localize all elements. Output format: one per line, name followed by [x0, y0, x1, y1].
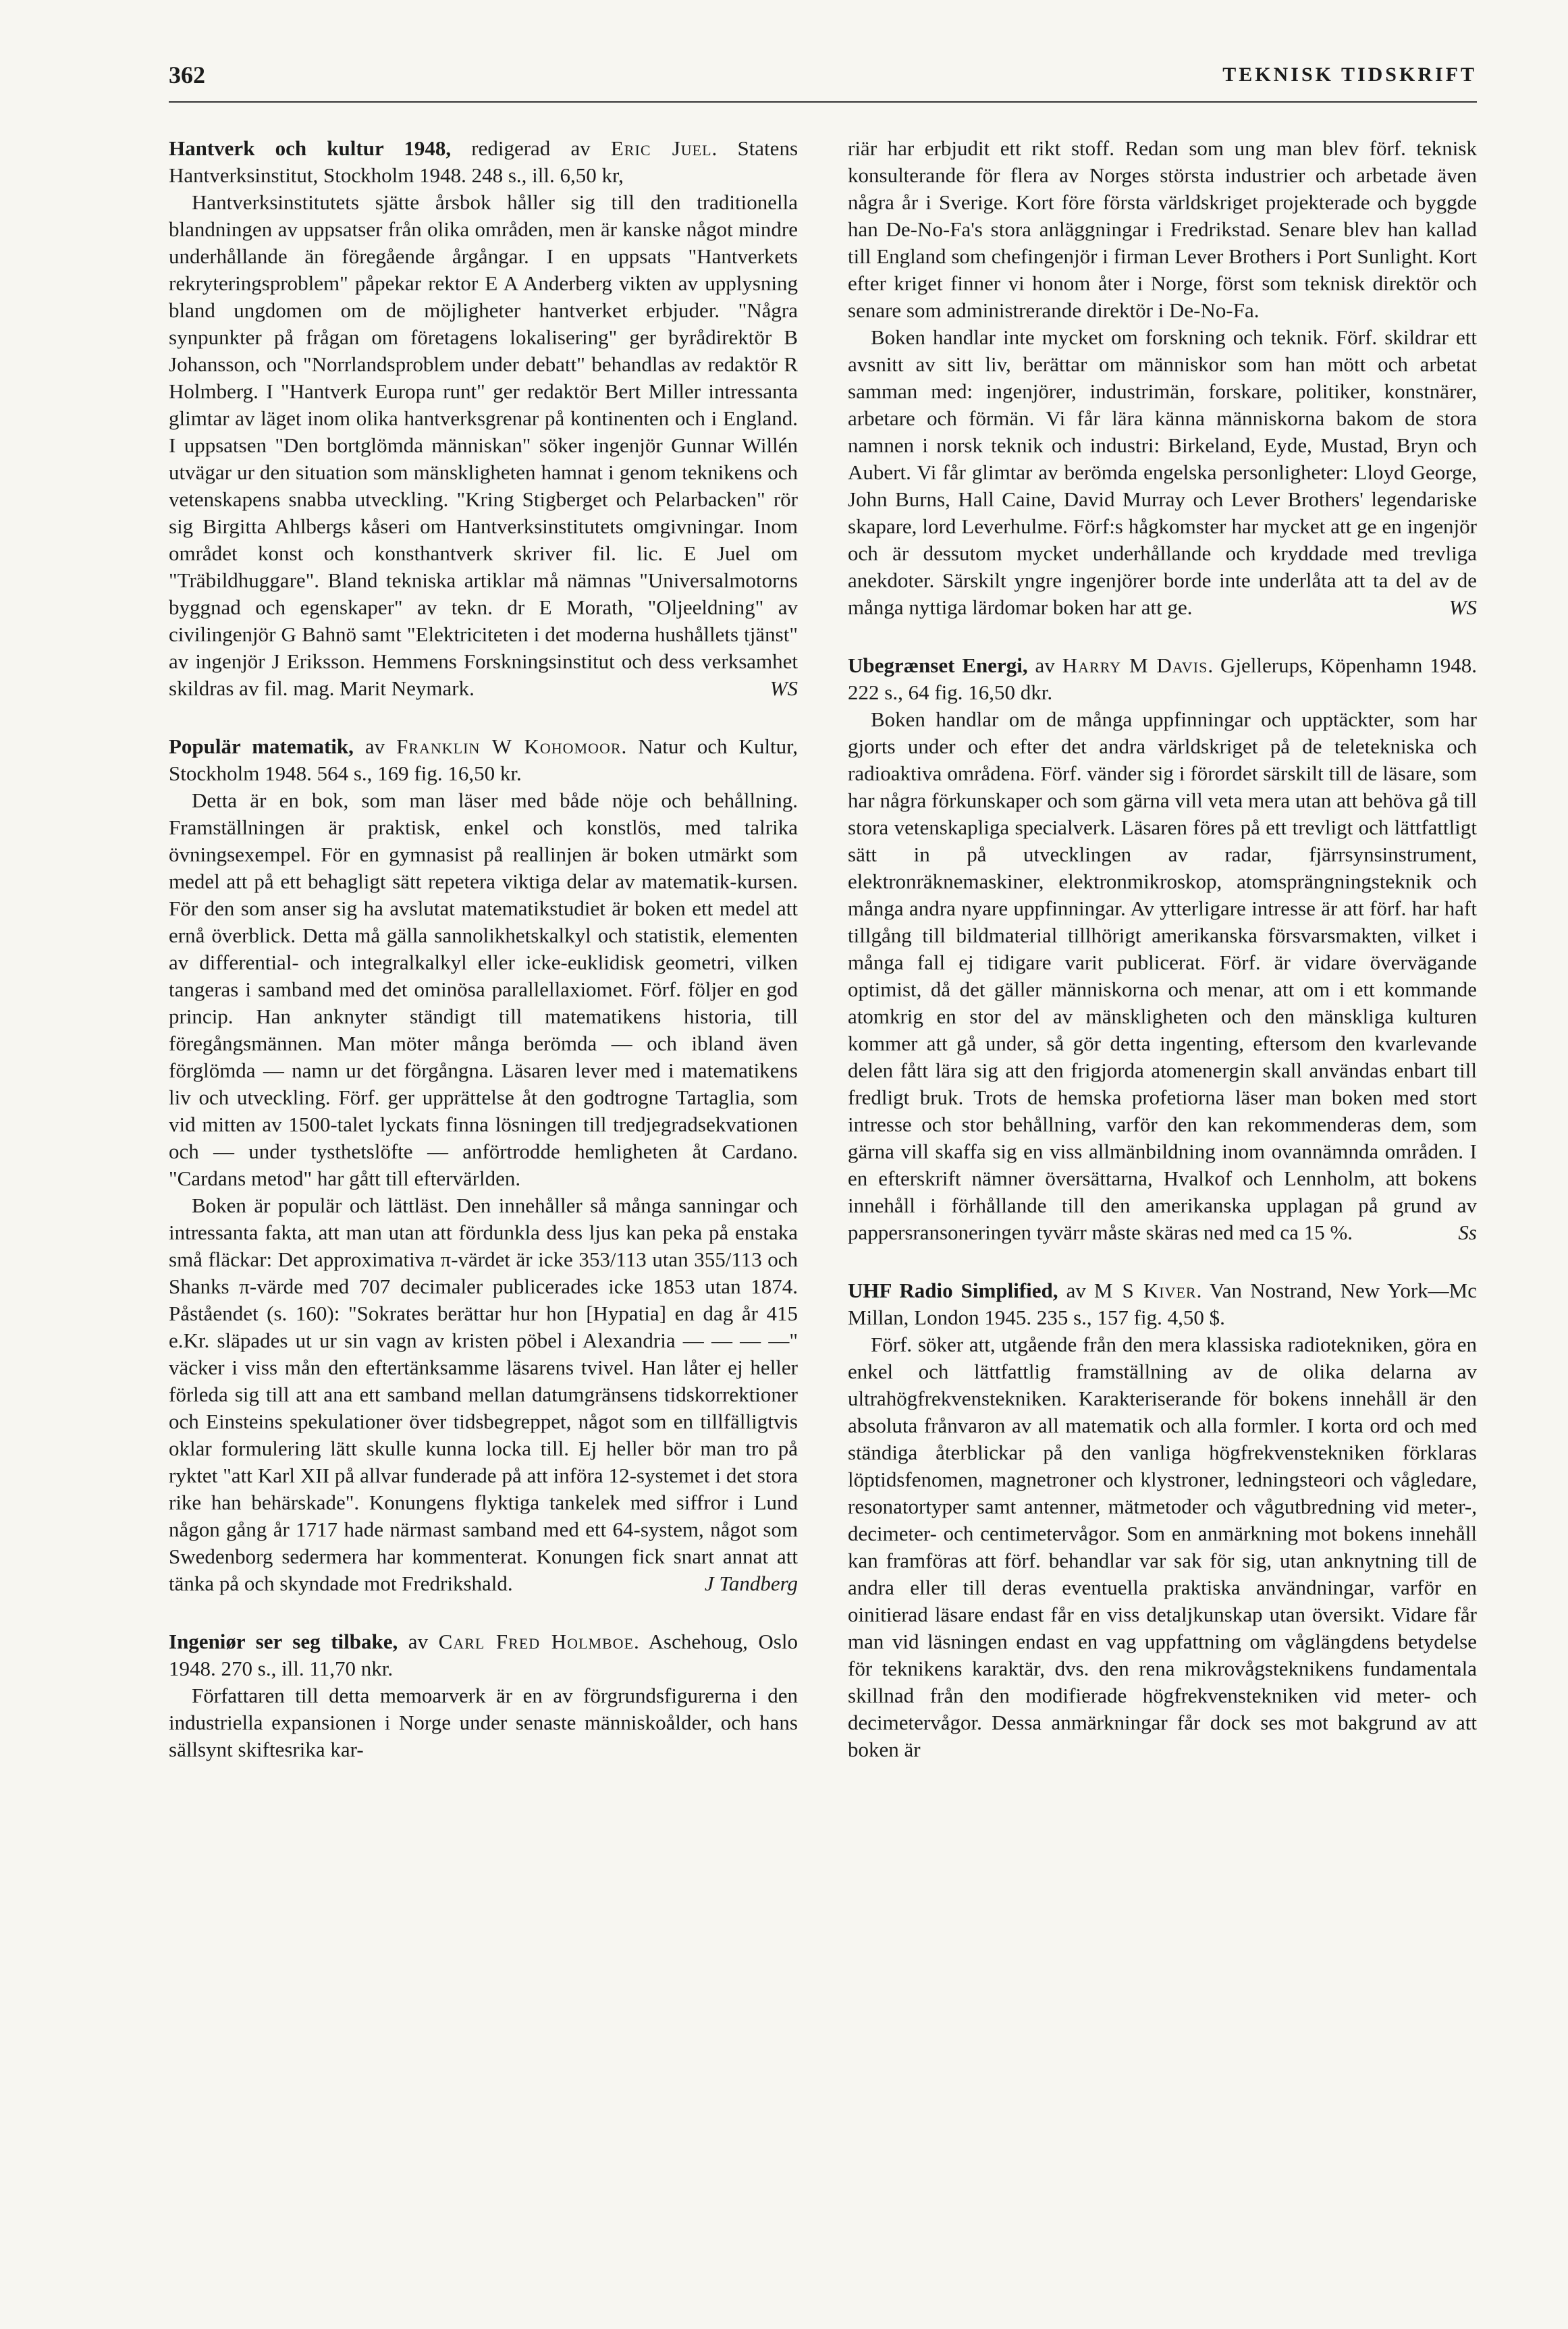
review-continuation — [848, 135, 1477, 621]
book-title: Ubegrænset Energi, — [848, 653, 1028, 677]
review-text: Boken handlar inte mycket om forskning och teknik. Förf. skildrar ett avsnitt av sitt liv, berättar om människor som han mött och arbetat samman med: ingenjörer, industrimän, forskare, politiker, konstnärer, arbetare och förmän. Vi får lära känna människorna bakom de stora namnen i norsk teknik och industri: Birkeland, Eyde, Mustad, Bryn och Aubert. Vi får glimtar av berömda engelska personligheter: Lloyd George, John Burns, Hall Caine, David Murray och Lever Brothers' legendariske skapare, lord Leverhulme. Förf:s hågkomster har mycket att ge en ingenjör och är dessutom mycket underhållande och kryddade med trevliga anekdoter. Särskilt yngre ingenjörer borde inte underlåta att ta del av de många nyttiga lärdomar boken har att ge. — [848, 325, 1477, 619]
review-paragraph — [169, 189, 798, 702]
review-preposition: av — [1027, 653, 1062, 677]
left-column — [169, 135, 798, 1794]
reviewer-signature: WS — [769, 676, 798, 700]
review-paragraph — [169, 1192, 798, 1597]
reviewer-signature: J Tandberg — [704, 1572, 798, 1595]
book-author: Carl Fred Holmboe — [438, 1630, 634, 1653]
book-title: Populär matematik, — [169, 734, 354, 758]
publication-info: . Aschehoug, Oslo 1948. 270 s., ill. 11,70 nkr. — [169, 1630, 798, 1680]
review-text: Boken handlar om de många uppfinningar och upptäckter, som har gjorts under och efter det andra världskriget på de teletekniska och radioaktiva områdena. Förf. vänder sig i förordet särskilt till de läsare, som har några förkunskaper och som gärna vill veta mera utan att behöva gå till stora vetenskapliga specialverk. Läsaren föres på ett trevligt och lättfattligt sätt in på utvecklingen av radar, fjärrsynsinstrument, elektronräknemaskiner, elektronmikroskop, atomsprängningsteknik och många andra nyare uppfinningar. Av ytterligare intresse är att förf. har haft tillgång till bildmaterial tillhörigt amerikanska försvarsmakten, vilket i många fall ej tidigare varit publicerat. Förf. är vidare övervägande optimist, då det gäller människorna och menar, att om i ett kommande atomkrig en stor del av mänskligheten och den mänskliga kulturen kommer att gå under, så gör detta ingenting, eftersom den kvarlevande delen fått lära sig att den frigjorda atomenergin skall användas enbart till fredligt bruk. Trots de hemska profetiorna läser man boken med stort intresse och stor behållning, varför den kan rekommenderas dem, som gärna vill skaffa sig en viss allmänbildning inom ovannämnda områden. I en efterskrift nämner översättarna, Hvalkof och Lennholm, att bokens innehåll i förhållande till den amerikanska upplagan på grund av pappersransoneringen tyvärr måste skäras ned med ca 15 %. — [848, 707, 1477, 1244]
review-preposition: av — [1058, 1279, 1094, 1302]
review-hantverk-och-kultur — [169, 135, 798, 702]
publication-info: . Natur och Kultur, Stockholm 1948. 564 s., 169 fig. 16,50 kr. — [169, 734, 798, 785]
review-paragraph — [848, 706, 1477, 1246]
review-ingenior-ser-seg-tilbake — [169, 1628, 798, 1763]
book-title: Ingeniør ser seg tilbake, — [169, 1630, 398, 1653]
review-preposition: redigerad av — [451, 136, 611, 160]
publication-info: . Gjellerups, Köpenhamn 1948. 222 s., 64 fig. 16,50 dkr. — [848, 653, 1477, 704]
page-number: 362 — [169, 61, 205, 88]
review-heading — [848, 1277, 1477, 1331]
book-author: Harry M Davis — [1062, 653, 1208, 677]
review-paragraph: Författaren till detta memoarverk är en av förgrundsfigurerna i den industriella expansionen i Norge under senaste människoålder, och hans sällsynt skiftesrika kar- — [169, 1684, 798, 1761]
book-author: Franklin W Kohomoor — [396, 734, 622, 758]
review-text: Boken är populär och lättläst. Den innehåller så många sanningar och intressanta fakta, att man utan att fördunkla dess ljus kan peka på enstaka små fläckar: Det approximativa π-värdet är icke 353/113 utan 355/113 och Shanks π-värde med 707 decimaler publicerades icke 1853 utan 1874. Påståendet (s. 160): "Sokrates berättar hur hon [Hypatia] en dag år 415 e.Kr. släpades ut ur sin vagn av kristen pöbel i Alexandria — — — —" väcker i viss mån den eftertänksamme läsarens tvivel. Han låter ej heller förleda sig till att ana ett samband mellan datumgränsens tidskorrektioner och Einsteins spekulationer över tidsbegreppet, något som en tillfälligtvis oklar formulering lätt skulle kunna locka till. Ej heller bör man tro på ryktet "att Karl XII på allvar funderade på att införa 12-systemet i det stora rike han behärskade". Konungens flyktiga tankelek med siffror i Lund någon gång år 1717 hade närmast samband med ett 64-system, något som Swedenborg sedermera har kommenterat. Konungen fick snart annat att tänka på och skyndade mot Fredrikshald. — [169, 1194, 798, 1595]
review-heading — [169, 135, 798, 189]
publication-info: . Statens Hantverksinstitut, Stockholm 1948. 248 s., ill. 6,50 kr, — [169, 136, 799, 187]
review-text: Hantverksinstitutets sjätte årsbok håller sig till den traditionella blandningen av uppsatser från olika områden, men är kanske något mindre underhållande än föregående årgångar. I en uppsats "Hantverkets rekryteringsproblem" påpekar rektor E A Anderberg vikten av upplysning bland ungdomen om de möjligheter hantverket erbjuder. "Några synpunkter på frågan om företagens lokalisering" ger byrådirektör B Johansson, och "Norrlandsproblem under debatt" behandlas av redaktör R Holmberg. I "Hantverk Europa runt" ger redaktör Bert Miller intressanta glimtar av läget inom olika hantverksgrenar på kontinenten och i England. I uppsatsen "Den bortglömda människan" söker ingenjör Gunnar Willén utvägar ur den situation som mänskligheten hamnat i genom teknikens och vetenskapens snabba utveckling. "Kring Stigberget och Pelarbacken" rör sig Birgitta Ahlbergs kåseri om Hantverksinstitutets omgivningar. Inom området konst och konsthantverk skriver fil. lic. E Juel om "Träbildhuggare". Bland tekniska artiklar må nämnas "Universalmotorns byggnad och egenskaper" av tekn. dr E Morath, "Oljeeldning" av civilingenjör G Bahnö samt "Elektriciteten i det moderna hushållets tjänst" av ingenjör J Eriksson. Hemmens Forskningsinstitut och dess verksamhet skildras av fil. mag. Marit Neymark. — [169, 190, 798, 700]
right-column — [848, 135, 1477, 1794]
review-preposition: av — [398, 1630, 439, 1653]
review-heading — [848, 652, 1477, 706]
book-author: Eric Juel — [610, 136, 712, 160]
review-popular-matematik — [169, 733, 798, 1597]
continuation-text: riär har erbjudit ett rikt stoff. Redan som ung man blev förf. teknisk konsulterande för flera av Norges största industrier och arbetade även några år i Sverige. Kort före första världskriget projekterade och byggde han De-No-Fa's stora anläggningar i Fredrikstad. Senare blev han kallad till England som chefingenjör i firman Lever Brothers i Port Sunlight. Kort efter kriget finner vi honom åter i Norge, först som teknisk direktör och senare som administrerande direktör i De-No-Fa. — [848, 136, 1477, 322]
review-uhf-radio-simplified — [848, 1277, 1477, 1763]
journal-title: TEKNISK TIDSKRIFT — [1222, 63, 1477, 86]
review-heading — [169, 733, 798, 787]
reviewer-signature: Ss — [1458, 1221, 1477, 1244]
book-author: M S Kiver — [1093, 1279, 1197, 1302]
review-paragraph: Förf. söker att, utgående från den mera klassiska radiotekniken, göra en enkel och lättfattlig framställning av de olika delarna av ultrahögfrekvenstekniken. Karakteriserande för bokens innehåll är den absoluta frånvaron av all matematik och alla formler. I korta ord och med ständiga återblickar på den vanliga högfrekvenstekniken förklaras löptidsfenomen, magnetroner och klystroner, ledningsteori och vågledare, resonatortyper samt antenner, mätmetoder och vågutbredning vid meter-, decimeter- och centimetervågor. Som en anmärkning mot bokens innehåll kan framföras att förf. behandlar var sak för sig, utan anknytning till de andra eller till deras eventuella praktiska användningar, varför en oinitierad läsare endast får en viss detaljkunskap utan översikt. Vidare får man vid läsningen endast en vag uppfattning om våglängdens betydelse för teknikens karaktär, dvs. den rena mikrovågsteknikens fundamentala skillnad från den modifierade högfrekvenstekniken vid meter- och decimetervågor. Dessa anmärkningar får dock ses mot bakgrund av att boken är — [848, 1333, 1477, 1761]
reviewer-signature: WS — [1449, 595, 1477, 619]
header-rule — [169, 101, 1477, 103]
publication-info: . Van Nostrand, New York—Mc Millan, London 1945. 235 s., 157 fig. 4,50 $. — [848, 1279, 1477, 1329]
book-title: Hantverk och kultur 1948, — [169, 136, 452, 160]
review-heading — [169, 1628, 798, 1682]
review-preposition: av — [353, 734, 397, 758]
review-paragraph — [848, 324, 1477, 621]
review-ubegraenset-energi — [848, 652, 1477, 1246]
review-paragraph: Detta är en bok, som man läser med både nöje och behållning. Framställningen är praktisk, enkel och konstlös, med talrika övningsexempel. För en gymnasist på reallinjen är boken utmärkt som medel att på ett behagligt sätt repetera viktiga delar av matematik-kursen. För den som anser sig ha avslutat matematikstudiet är boken ett medel att ernå överblick. Detta må gälla sannolikhetskalkyl och statistik, elementen av differential- och integralkalkyl eller icke-euklidisk geometri, vilken tangeras i samband med det ominösa parallellaxiomet. Förf. följer en god princip. Han anknyter ständigt till matematikens historia, till föregångsmännen. Man möter många berömda — och ibland även förglömda — namn ur det förgångna. Läsaren lever med i matematikens liv och utveckling. Förf. ger upprättelse åt den godtrogne Tartaglia, som vid mitten av 1500-talet lyckats finna lösningen till tredjegradsekvationen och — under tysthetslöfte — anförtrodde hemligheten åt Cardano. "Cardans metod" har gått till eftervärlden. — [169, 788, 798, 1190]
book-title: UHF Radio Simplified, — [848, 1279, 1058, 1302]
